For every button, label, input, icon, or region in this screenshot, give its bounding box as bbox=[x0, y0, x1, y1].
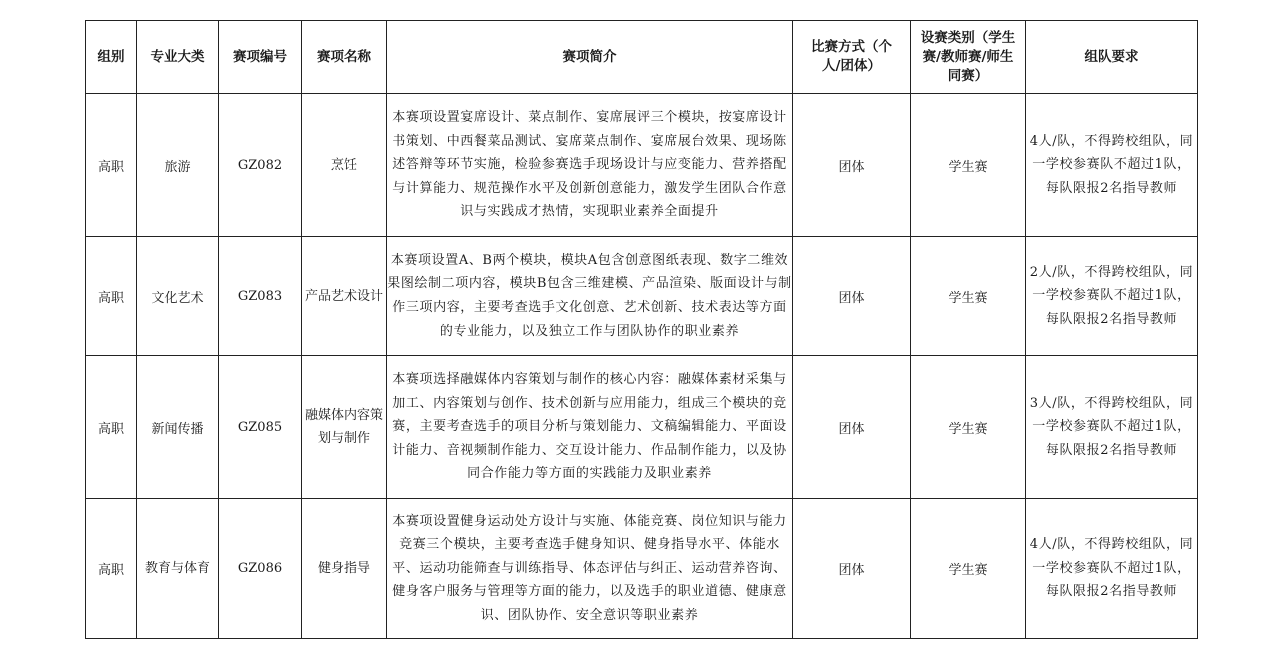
table-row bbox=[86, 356, 1198, 499]
cell-type: 学生赛 bbox=[911, 94, 1026, 237]
header-mode: 比赛方式（个人/团体） bbox=[793, 21, 911, 94]
table-row bbox=[86, 499, 1198, 639]
cell-intro: 本赛项选择融媒体内容策划与制作的核心内容：融媒体素材采集与加工、内容策划与创作、技术创新与应用能力，组成三个模块的竞赛，主要考查选手的项目分析与策划能力、文稿编辑能力、平面设计能力、音视频制作能力、交互设计能力、作品制作能力，以及协同合作能力等方面的实践能力及职业素养 bbox=[387, 356, 793, 499]
cell-group: 高职 bbox=[86, 499, 137, 639]
cell-team: 4人/队，不得跨校组队，同一学校参赛队不超过1队，每队限报2名指导教师 bbox=[1026, 499, 1198, 639]
cell-team: 3人/队，不得跨校组队，同一学校参赛队不超过1队，每队限报2名指导教师 bbox=[1026, 356, 1198, 499]
header-team: 组队要求 bbox=[1026, 21, 1198, 94]
cell-category: 旅游 bbox=[137, 94, 219, 237]
header-intro: 赛项简介 bbox=[387, 21, 793, 94]
cell-intro: 本赛项设置A、B两个模块，模块A包含创意图纸表现、数字二维效果图绘制二项内容，模块B包含三维建模、产品渲染、版面设计与制作三项内容，主要考查选手文化创意、艺术创新、技术表达等方面的专业能力，以及独立工作与团队协作的职业素养 bbox=[387, 237, 793, 356]
cell-team: 4人/队，不得跨校组队，同一学校参赛队不超过1队，每队限报2名指导教师 bbox=[1026, 94, 1198, 237]
cell-name: 烹饪 bbox=[302, 94, 387, 237]
cell-group: 高职 bbox=[86, 356, 137, 499]
competition-table bbox=[85, 20, 1198, 639]
cell-code: GZ085 bbox=[219, 356, 302, 499]
cell-intro: 本赛项设置宴席设计、菜点制作、宴席展评三个模块，按宴席设计书策划、中西餐菜品测试、宴席菜点制作、宴席展台效果、现场陈述答辩等环节实施，检验参赛选手现场设计与应变能力、营养搭配与计算能力、规范操作水平及创新创意能力，激发学生团队合作意识与实践成才热情，实现职业素养全面提升 bbox=[387, 94, 793, 237]
cell-category: 教育与体育 bbox=[137, 499, 219, 639]
cell-group: 高职 bbox=[86, 237, 137, 356]
cell-code: GZ086 bbox=[219, 499, 302, 639]
table-row bbox=[86, 94, 1198, 237]
table-row bbox=[86, 237, 1198, 356]
header-group: 组别 bbox=[86, 21, 137, 94]
cell-type: 学生赛 bbox=[911, 356, 1026, 499]
header-type: 设赛类别（学生赛/教师赛/师生同赛） bbox=[911, 21, 1026, 94]
header-code: 赛项编号 bbox=[219, 21, 302, 94]
cell-name: 健身指导 bbox=[302, 499, 387, 639]
cell-type: 学生赛 bbox=[911, 499, 1026, 639]
cell-name: 产品艺术设计 bbox=[302, 237, 387, 356]
header-name: 赛项名称 bbox=[302, 21, 387, 94]
cell-intro: 本赛项设置健身运动处方设计与实施、体能竞赛、岗位知识与能力竞赛三个模块，主要考查选手健身知识、健身指导水平、体能水平、运动功能筛查与训练指导、体态评估与纠正、运动营养咨询、健身客户服务与管理等方面的能力，以及选手的职业道德、健康意识、团队协作、安全意识等职业素养 bbox=[387, 499, 793, 639]
cell-code: GZ083 bbox=[219, 237, 302, 356]
cell-category: 新闻传播 bbox=[137, 356, 219, 499]
cell-team: 2人/队，不得跨校组队，同一学校参赛队不超过1队，每队限报2名指导教师 bbox=[1026, 237, 1198, 356]
cell-mode: 团体 bbox=[793, 499, 911, 639]
cell-code: GZ082 bbox=[219, 94, 302, 237]
header-row bbox=[86, 21, 1198, 94]
cell-name: 融媒体内容策划与制作 bbox=[302, 356, 387, 499]
cell-mode: 团体 bbox=[793, 94, 911, 237]
cell-group: 高职 bbox=[86, 94, 137, 237]
header-category: 专业大类 bbox=[137, 21, 219, 94]
cell-mode: 团体 bbox=[793, 237, 911, 356]
cell-category: 文化艺术 bbox=[137, 237, 219, 356]
cell-mode: 团体 bbox=[793, 356, 911, 499]
cell-type: 学生赛 bbox=[911, 237, 1026, 356]
